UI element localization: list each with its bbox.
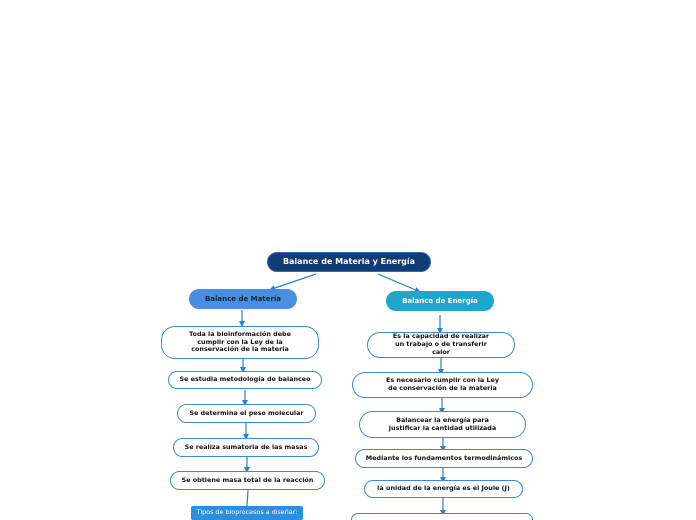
- energia-item-1[interactable]: Es la capacidad de realizar un trabajo o de transferir calor: [367, 332, 515, 358]
- materia-item-4[interactable]: Se realiza sumatoria de las masas: [173, 438, 319, 457]
- materia-item-5[interactable]: Se obtiene masa total de la reacción: [170, 471, 325, 490]
- materia-bioprocess-types[interactable]: Tipos de bioprocesos a diseñar:: [191, 506, 303, 520]
- root-node[interactable]: Balance de Materia y Energía: [267, 252, 431, 272]
- edge-materia-6: [247, 490, 248, 506]
- edge-root-materia: [272, 274, 316, 289]
- edge-root-energia: [378, 274, 418, 291]
- materia-item-2[interactable]: Se estudia metodología de balanceo: [168, 371, 322, 389]
- energia-item-4[interactable]: Mediante los fundamentos termodinámicos: [355, 449, 533, 468]
- materia-item-1[interactable]: Toda la bioinformación debe cumplir con la Ley de la conservación de la materia: [161, 326, 319, 359]
- materia-item-3[interactable]: Se determina el peso molecular: [177, 404, 316, 423]
- energia-item-3[interactable]: Balancear la energía para justificar la cantidad utilizada: [359, 411, 526, 438]
- energia-branch-node[interactable]: Balance de Energía: [386, 291, 494, 311]
- energia-item-2[interactable]: Es necesario cumplir con la Ley de conservación de la materia: [352, 372, 533, 398]
- materia-branch-node[interactable]: Balance de Materia: [189, 289, 297, 309]
- energia-item-5[interactable]: la unidad de la energía es el Joule (J): [364, 480, 523, 498]
- energia-item-6-partial[interactable]: [351, 513, 533, 520]
